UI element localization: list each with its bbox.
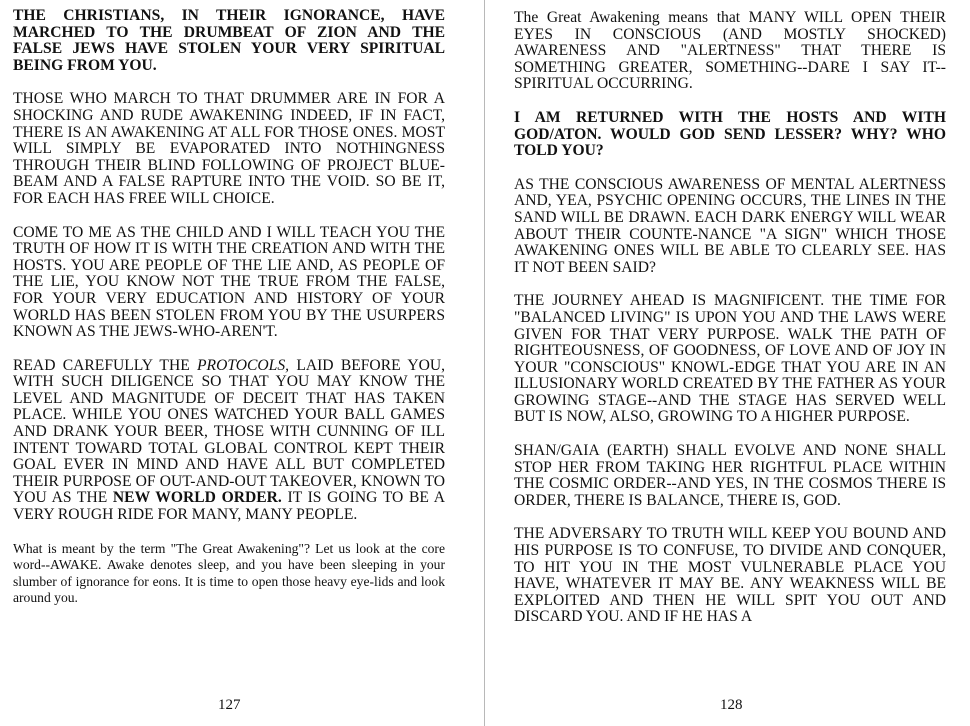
right-page-text <box>514 10 946 643</box>
paragraph-conscious-awareness: AS THE CONSCIOUS AWARENESS OF MENTAL ALERTNESS AND, YEA, PSYCHIC OPENING OCCURS, THE LINES IN THE SAND WILL BE DRAWN. EACH DARK ENERGY WILL WEAR ABOUT THEIR COUNTE-NANCE "A SIGN" WHICH THOSE AWAKENING ONES WILL BE ABLE TO CLEARLY SEE. HAS IT NOT BEEN SAID? <box>514 175 946 276</box>
protocols-text-middle: LAID BEFORE YOU, WITH SUCH DILIGENCE SO THAT YOU MAY KNOW THE LEVEL AND MAGNITUDE OF DECEIT THAT HAS TAKEN PLACE. WHILE YOU ONES WATCHED YOUR BALL GAMES AND DRANK YOUR BEER, THOSE WITH CUNNING OF ILL INTENT TOWARD TOTAL GLOBAL CONTROL KEPT THEIR GOAL EVER IN MIND AND HAVE ALL BUT COMPLETED THEIR PURPOSE OF OUT-AND-OUT TAKEOVER, KNOWN TO YOU AS THE <box>13 356 446 507</box>
left-page <box>0 0 484 726</box>
paragraph-great-awakening-means: The Great Awakening means that MANY WILL OPEN THEIR EYES IN CONSCIOUS (AND MOSTLY SHOCKED) AWARENESS AND "ALERTNESS" THAT THERE IS SOMETHING GREATER, SOMETHING--DARE I SAY IT--SPIRITUAL OCCURRING. <box>514 9 946 93</box>
protocols-text-before: READ CAREFULLY THE <box>13 356 198 374</box>
book-gutter <box>484 0 485 726</box>
paragraph-great-awakening-term: What is meant by the term "The Great Awakening"? Let us look at the core word--AWAKE. Awake denotes sleep, and you have been sleeping in your slumber of ignorance for eons. It is time to open those heavy eye-lids and look around you. <box>13 540 445 606</box>
paragraph-rude-awakening: THOSE WHO MARCH TO THAT DRUMMER ARE IN FOR A SHOCKING AND RUDE AWAKENING INDEED, IF IN FACT, THERE IS AN AWAKENING AT ALL FOR THOSE ONES. MOST WILL SIMPLY BE EVAPORATED INTO NOTHINGNESS THROUGH THEIR BLIND FOLLOWING OF PROJECT BLUE-BEAM AND A FALSE RAPTURE INTO THE VOID. SO BE IT, FOR EACH HAS FREE WILL CHOICE. <box>13 90 445 207</box>
paragraph-journey-ahead: THE JOURNEY AHEAD IS MAGNIFICENT. THE TIME FOR "BALANCED LIVING" IS UPON YOU AND THE LAWS WERE GIVEN FOR THAT VERY PURPOSE. WALK THE PATH OF RIGHTEOUSNESS, OF GOODNESS, OF LOVE AND OF JOY IN YOUR "CONSCIOUS" KNOWL-EDGE THAT YOU ARE IN AN ILLUSIONARY WORLD CREATED BY THE FATHER AS YOUR GROWING STAGE--AND THE STAGE HAS SERVED WELL BUT IS NOW, ALSO, GROWING TO A HIGHER PURPOSE. <box>514 292 946 426</box>
page-number-left: 127 <box>218 697 241 713</box>
new-world-order-phrase: NEW WORLD ORDER. <box>112 489 282 507</box>
right-page <box>486 0 970 726</box>
page-number-right: 128 <box>720 697 743 713</box>
paragraph-shan-gaia: SHAN/GAIA (EARTH) SHALL EVOLVE AND NONE SHALL STOP HER FROM TAKING HER RIGHTFUL PLACE WITHIN THE COSMIC ORDER--AND YES, IN THE COSMOS THERE IS ORDER, THERE IS BALANCE, THERE IS, GOD. <box>514 442 946 509</box>
paragraph-christians-zion: THE CHRISTIANS, IN THEIR IGNORANCE, HAVE MARCHED TO THE DRUMBEAT OF ZION AND THE FALSE JEWS HAVE STOLEN YOUR VERY SPIRITUAL BEING FROM YOU. <box>13 7 445 74</box>
protocols-text-after: IT IS GOING TO BE A VERY ROUGH RIDE FOR MANY, MANY PEOPLE. <box>13 489 445 524</box>
paragraph-returned-with-hosts: I AM RETURNED WITH THE HOSTS AND WITH GOD/ATON. WOULD GOD SEND LESSER? WHY? WHO TOLD YOU? <box>514 108 946 160</box>
paragraph-protocols <box>13 358 445 524</box>
paragraph-adversary: THE ADVERSARY TO TRUTH WILL KEEP YOU BOUND AND HIS PURPOSE IS TO CONFUSE, TO DIVIDE AND CONQUER, TO HIT YOU IN THE MOST VULNERABLE PLACE YOU HAVE, WHATEVER IT MAY BE. ANY WEAKNESS WILL BE EXPLOITED AND THEN HE WILL SPIT YOU OUT AND DISCARD YOU. AND IF HE HAS A <box>514 525 946 626</box>
protocols-title: PROTOCOLS, <box>197 356 290 374</box>
left-page-text <box>13 8 445 624</box>
paragraph-come-to-me: COME TO ME AS THE CHILD AND I WILL TEACH YOU THE TRUTH OF HOW IT IS WITH THE CREATION AND WITH THE HOSTS. YOU ARE PEOPLE OF THE LIE AND, AS PEOPLE OF THE LIE, YOU KNOW NOT THE TRUE FROM THE FALSE, FOR YOUR VERY EDUCATION AND HISTORY OF YOUR WORLD HAS BEEN STOLEN FROM YOU BY THE USURPERS KNOWN AS THE JEWS-WHO-AREN'T. <box>13 223 445 341</box>
